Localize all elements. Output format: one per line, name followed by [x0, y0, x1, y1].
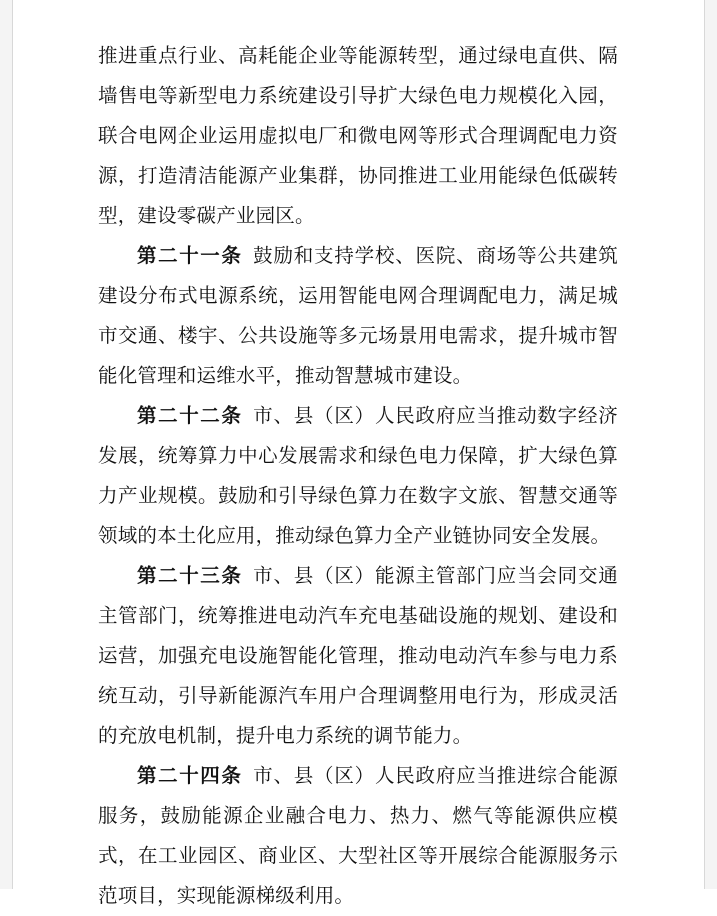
article-number-label: 第二十三条	[137, 564, 243, 587]
paragraph-article-22	[98, 396, 618, 556]
paragraph-article-24	[98, 756, 618, 916]
page-left-margin-shade	[0, 0, 12, 889]
paragraph-continued	[98, 36, 618, 236]
page-right-margin-shade	[705, 0, 717, 889]
paragraph-text: 鼓励和支持学校、医院、商场等公共建筑建设分布式电源系统，运用智能电网合理调配电力，满足城市交通、楼宇、公共设施等多元场景用电需求，提升城市智能化管理和运维水平，推动智慧城市建设。	[98, 244, 618, 387]
paragraph-article-21	[98, 236, 618, 396]
page-right-rule	[704, 0, 705, 889]
paragraph-text: 市、县（区）人民政府应当推进综合能源服务，鼓励能源企业融合电力、热力、燃气等能源供应模式，在工业园区、商业区、大型社区等开展综合能源服务示范项目，实现能源梯级利用。	[98, 764, 618, 907]
article-number-label: 第二十四条	[137, 764, 243, 787]
article-number-label: 第二十一条	[137, 244, 243, 267]
article-number-label: 第二十二条	[137, 404, 243, 427]
page-left-rule	[12, 0, 13, 889]
paragraph-text: 市、县（区）人民政府应当推动数字经济发展，统筹算力中心发展需求和绿色电力保障，扩大绿色算力产业规模。鼓励和引导绿色算力在数字文旅、智慧交通等领域的本土化应用，推动绿色算力全产业链协同安全发展。	[98, 404, 618, 547]
paragraph-text: 推进重点行业、高耗能企业等能源转型，通过绿电直供、隔墙售电等新型电力系统建设引导扩大绿色电力规模化入园，联合电网企业运用虚拟电厂和微电网等形式合理调配电力资源，打造清洁能源产业集群，协同推进工业用能绿色低碳转型，建设零碳产业园区。	[98, 44, 618, 227]
paragraph-article-23	[98, 556, 618, 756]
document-body	[98, 36, 618, 916]
paragraph-text: 市、县（区）能源主管部门应当会同交通主管部门，统筹推进电动汽车充电基础设施的规划、建设和运营，加强充电设施智能化管理，推动电动汽车参与电力系统互动，引导新能源汽车用户合理调整用电行为，形成灵活的充放电机制，提升电力系统的调节能力。	[98, 564, 618, 747]
